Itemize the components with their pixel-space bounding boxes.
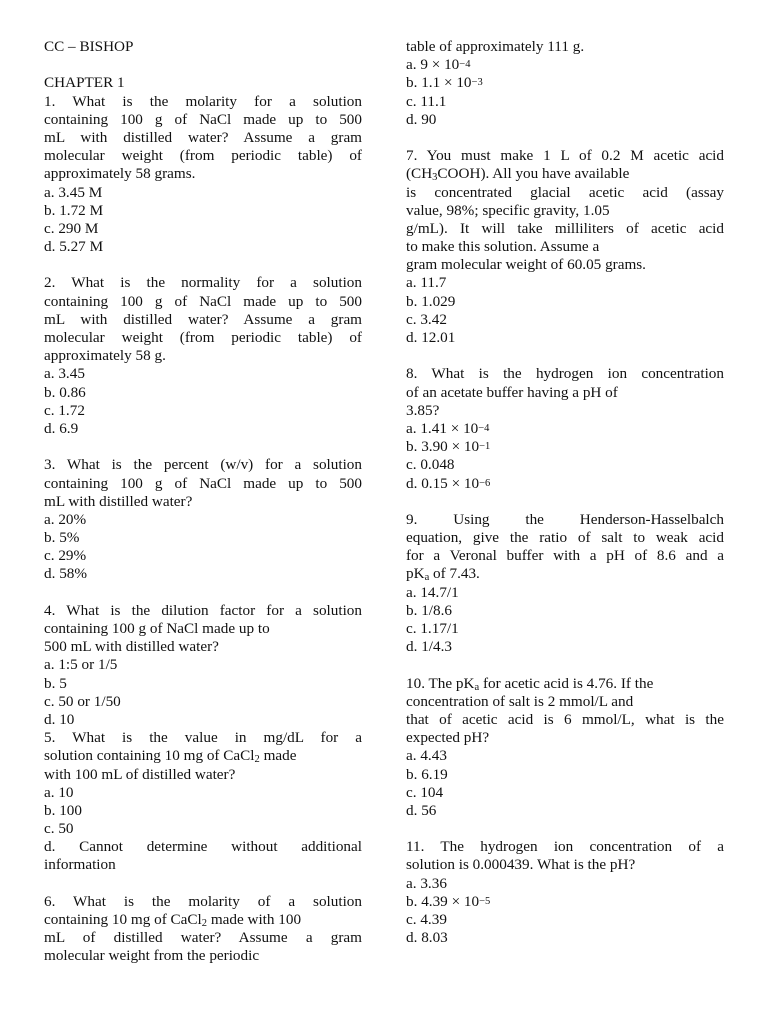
answer-option: a. 14.7/1 <box>406 583 459 601</box>
question-text: equation, give the ratio of salt to weak acid <box>406 529 724 547</box>
question-text: 8. What is the hydrogen ion concentration <box>406 365 724 383</box>
answer-option: b. 100 <box>44 801 82 819</box>
answer-option: a. $1.41 \times 10^{-4}$ <box>406 419 490 437</box>
answer-option: d. 6.9 <box>44 419 79 437</box>
question-text: mL of distilled water? Assume a gram <box>44 929 362 947</box>
answer-option: c. 3.42 <box>406 310 447 328</box>
answer-option: d. 8.03 <box>406 929 448 947</box>
answer-option: d. 10 <box>44 710 75 728</box>
question-text: containing 100 g of NaCl made up to <box>44 620 270 637</box>
answer-option: c. 1.17/1 <box>406 620 459 637</box>
question-text: molecular weight from the periodic <box>44 947 260 965</box>
answer-option: d. $0.15 \times 10^{-6}$ <box>406 474 491 492</box>
question-text: 4. What is the dilution factor for a solution <box>44 601 362 619</box>
question-text: that of acetic acid is 6 mmol/L, what is the <box>406 710 724 728</box>
question-text: mL with distilled water? Assume a gram <box>44 128 362 146</box>
answer-option: a. 1:5 or 1/5 <box>44 656 118 674</box>
answer-option: d. 56 <box>406 801 437 819</box>
answer-option: a. 4.43 <box>406 747 447 765</box>
answer-option: d. 90 <box>406 110 437 128</box>
question-text: 10. The $pK_a$ for acetic acid is 4.76. If the <box>406 674 654 693</box>
answer-option: a. 3.45 <box>44 365 85 383</box>
answer-option: d. 1/4.3 <box>406 638 452 656</box>
answer-option: b. 0.86 <box>44 383 86 401</box>
left-column <box>44 38 362 966</box>
answer-option: a. 20% <box>44 510 87 528</box>
question-text: containing 100 g of NaCl made up to 500 <box>44 110 362 128</box>
document-title: CC – BISHOP <box>44 38 134 55</box>
question-text: to make this solution. Assume a <box>406 238 600 256</box>
answer-option: b. 6.19 <box>406 765 448 783</box>
answer-option: d. Cannot determine without additional <box>44 838 362 856</box>
question-1 <box>44 93 362 257</box>
question-text: concentration of salt is 2 mmol/L and <box>406 692 634 710</box>
question-text: of an acetate buffer having a pH of <box>406 383 618 401</box>
answer-option: b. $3.90 \times 10^{-1}$ <box>406 438 491 456</box>
question-9 <box>406 511 724 657</box>
question-8 <box>406 365 724 492</box>
answer-option: c. 290 M <box>44 219 99 237</box>
answer-option: a. 11.7 <box>406 274 447 292</box>
question-text: 2. What is the normality for a solution <box>44 274 362 292</box>
answer-option: c. 50 <box>44 820 74 838</box>
question-5 <box>44 729 362 875</box>
question-text: 3. What is the percent (w/v) for a solution <box>44 456 362 474</box>
question-4 <box>44 602 362 729</box>
answer-option: b. 5 <box>44 674 67 692</box>
question-text: solution is 0.000439. What is the pH? <box>406 856 636 874</box>
question-10 <box>406 675 724 821</box>
answer-option: a. 10 <box>44 783 74 801</box>
answer-option: d. 58% <box>44 565 88 583</box>
question-text: approximately 58 grams. <box>44 165 196 183</box>
answer-option: b. 5% <box>44 529 80 547</box>
question-text: containing 100 g of NaCl made up to 500 <box>44 292 362 310</box>
answer-option: a. 3.36 <box>406 874 447 892</box>
question-text: 9. Using the Henderson-Hasselbalch <box>406 510 724 528</box>
question-3 <box>44 456 362 583</box>
question-text: for a Veronal buffer with a pH of 8.6 and a <box>406 547 724 565</box>
answer-option: b. $4.39 \times 10^{-5}$ <box>406 892 491 910</box>
answer-option: c. 29% <box>44 547 87 565</box>
answer-option: c. 11.1 <box>406 92 447 110</box>
question-text: $(CH_3COOH)$. All you have available <box>406 165 630 184</box>
answer-option: b. 1/8.6 <box>406 601 452 619</box>
answer-option: c. 104 <box>406 783 444 801</box>
answer-option: b. 1.029 <box>406 292 456 310</box>
answer-option: c. 1.72 <box>44 401 85 419</box>
answer-option: b. 1.72 M <box>44 201 104 219</box>
right-column <box>406 38 724 947</box>
question-text: 5. What is the value in mg/dL for a <box>44 729 362 747</box>
question-text: 7. You must make 1 L of 0.2 M acetic acid <box>406 147 724 165</box>
question-text: molecular weight (from periodic table) of <box>44 147 362 165</box>
answer-option: information <box>44 856 116 874</box>
question-7 <box>406 147 724 347</box>
question-text: value, 98%; specific gravity, 1.05 <box>406 201 610 219</box>
answer-option: a. 3.45 M <box>44 183 103 201</box>
answer-option: d. 5.27 M <box>44 238 104 256</box>
question-text: is concentrated glacial acetic acid (assay <box>406 183 724 201</box>
chapter-heading: CHAPTER 1 <box>44 74 125 92</box>
question-6-continued <box>406 38 724 129</box>
question-text: with 100 mL of distilled water? <box>44 765 236 783</box>
answer-option: c. 50 or 1/50 <box>44 692 121 710</box>
question-text: molecular weight (from periodic table) of <box>44 329 362 346</box>
question-text: g/mL). It will take milliliters of acetic acid <box>406 219 724 237</box>
question-text: 6. What is the molarity of a solution <box>44 892 362 910</box>
question-text: 11. The hydrogen ion concentration of a <box>406 838 724 856</box>
question-text: 1. What is the molarity for a solution <box>44 92 362 110</box>
answer-option: c. 0.048 <box>406 456 455 474</box>
answer-option: d. 12.01 <box>406 329 456 346</box>
question-2 <box>44 274 362 438</box>
answer-option: b. $1.1 \times 10^{-3}$ <box>406 74 483 92</box>
question-11 <box>406 838 724 947</box>
question-text: solution containing 10 mg of CaCl$_2$ made <box>44 747 297 766</box>
question-text: containing 100 g of NaCl made up to 500 <box>44 474 362 492</box>
question-text: mL with distilled water? <box>44 492 193 510</box>
question-text: expected pH? <box>406 729 490 747</box>
question-text: approximately 58 g. <box>44 347 166 365</box>
question-text: mL with distilled water? Assume a gram <box>44 310 362 328</box>
question-text: 500 mL with distilled water? <box>44 638 219 656</box>
question-text: gram molecular weight of 60.05 grams. <box>406 256 646 274</box>
question-text: 3.85? <box>406 401 440 419</box>
question-text: $pK_a$ of 7.43. <box>406 565 480 584</box>
question-6 <box>44 893 362 966</box>
answer-option: c. 4.39 <box>406 911 447 928</box>
question-text: containing 10 mg of CaCl$_2$ made with 100 <box>44 911 302 929</box>
answer-option: a. $9 \times 10^{-4}$ <box>406 56 471 74</box>
question-text: table of approximately 111 g. <box>406 38 585 55</box>
